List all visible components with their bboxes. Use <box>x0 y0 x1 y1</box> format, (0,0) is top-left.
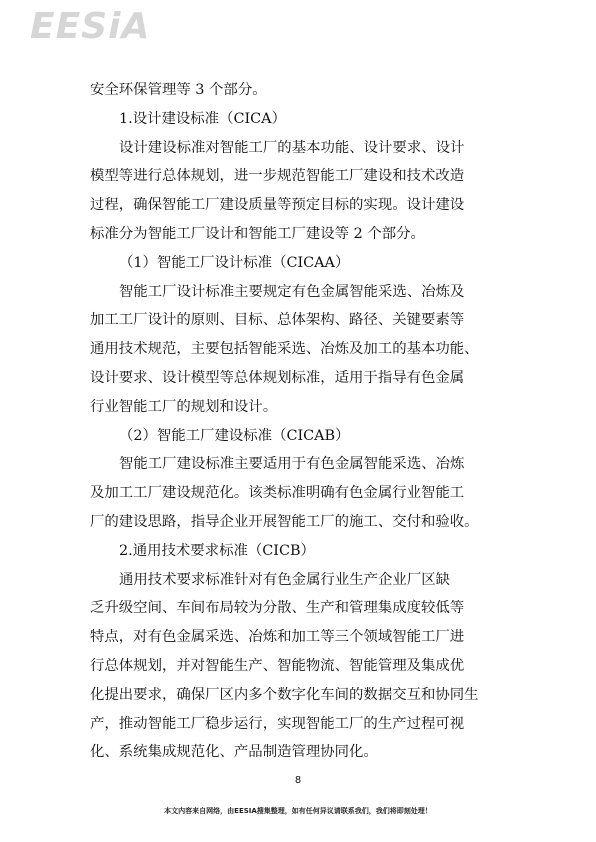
text-line: 行业智能工厂的规划和设计。 <box>90 398 278 415</box>
text-line: 厂的建设思路，指导企业开展智能工厂的施工、交付和验收。 <box>90 513 479 530</box>
text-line: 通用技术要求标准针对有色金属行业生产企业厂区缺 <box>119 571 450 588</box>
text-line: 通用技术规范，主要包括智能采选、冶炼及加工的基本功能、 <box>90 341 479 358</box>
text-line: 化、系统集成规范化、产品制造管理协同化。 <box>90 744 378 761</box>
text-line: 及加工工厂建设规范化。该类标准明确有色金属行业智能工 <box>90 485 465 502</box>
text-line: 安全环保管理等 3 个部分。 <box>90 82 267 98</box>
text-line: 特点，对有色金属采选、冶炼和加工等三个领域智能工厂进 <box>90 629 465 646</box>
text-line: 模型等进行总体规划，进一步规范智能工厂建设和技术改造 <box>90 168 465 185</box>
subsection-heading-cicab: （2）智能工厂建设标准（CICAB） <box>119 427 350 444</box>
text-line: 过程，确保智能工厂建设质量等预定目标的实现。设计建设 <box>90 197 465 214</box>
text-line: 智能工厂设计标准主要规定有色金属智能采选、冶炼及 <box>119 283 465 300</box>
eesia-logo: EESiA <box>30 6 151 47</box>
text-line: 智能工厂建设标准主要适用于有色金属智能采选、冶炼 <box>119 456 465 473</box>
section-heading-cicb: 2.通用技术要求标准（CICB） <box>119 542 315 559</box>
document-body <box>90 76 510 767</box>
text-line: 行总体规划，并对智能生产、智能物流、智能管理及集成优 <box>90 657 465 674</box>
section-heading-cica: 1.设计建设标准（CICA） <box>119 110 286 127</box>
footer-notice: 本文内容来自网络，由EESIA搜集整理，如有任何异议请联系我们，我们将即刻处理！ <box>164 807 432 815</box>
text-line: 加工工厂设计的原则、目标、总体架构、路径、关键要素等 <box>90 312 465 329</box>
subsection-heading-cicaa: （1）智能工厂设计标准（CICAA） <box>119 254 350 271</box>
text-line: 设计建设标准对智能工厂的基本功能、设计要求、设计 <box>119 139 465 156</box>
page-number: 8 <box>294 775 302 786</box>
text-line: 标准分为智能工厂设计和智能工厂建设等 2 个部分。 <box>90 225 425 242</box>
text-line: 乏升级空间、车间布局较为分散、生产和管理集成度较低等 <box>90 600 465 617</box>
text-line: 化提出要求，确保厂区内多个数字化车间的数据交互和协同生 <box>90 686 479 703</box>
text-line: 设计要求、设计模型等总体规划标准，适用于指导有色金属 <box>90 369 465 386</box>
text-line: 产，推动智能工厂稳步运行，实现智能工厂的生产过程可视 <box>90 715 465 732</box>
